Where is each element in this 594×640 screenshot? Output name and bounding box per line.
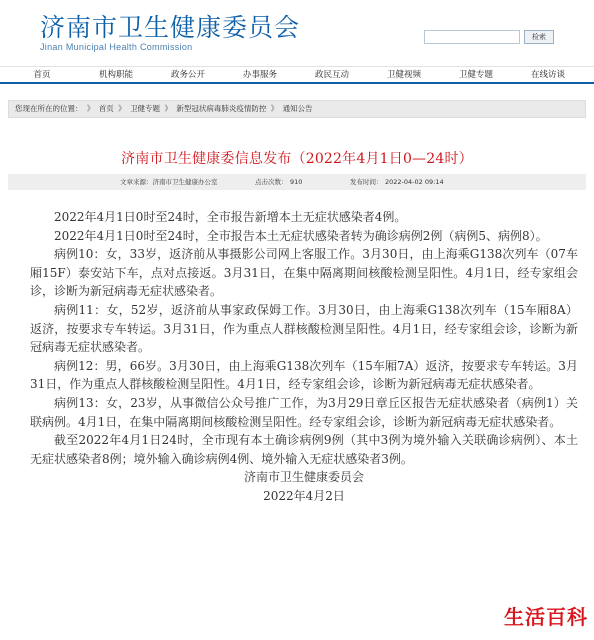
watermark-logo: 生活百科 — [504, 605, 588, 629]
publish-date: 2022-04-02 09:14 — [385, 178, 444, 186]
paragraph: 病例13：女，23岁，从事微信公众号推广工作，为3月29日章丘区报告无症状感染者（病例1）关联病例。4月1日，在集中隔离期间核酸检测呈阳性。经专家组会诊，诊断为新冠病毒无症状感染者。 — [30, 395, 578, 429]
breadcrumb-separator: 》 — [270, 104, 279, 113]
nav-item-topics[interactable]: 卫健专题 — [458, 70, 493, 80]
article-source: 文章来源：济南市卫生健康办公室 — [120, 178, 218, 186]
nav-item-interaction[interactable]: 政民互动 — [314, 70, 349, 80]
breadcrumb-separator: 》 — [118, 104, 126, 113]
breadcrumb-epidemic[interactable]: 新型冠状病毒肺炎疫情防控 — [176, 104, 267, 113]
sign-date: 2022年4月2日 — [263, 488, 345, 503]
nav-item-interview[interactable]: 在线访谈 — [530, 70, 565, 80]
breadcrumb — [8, 100, 586, 118]
nav-item-video[interactable]: 卫健视频 — [386, 70, 421, 80]
clicks-count: 910 — [290, 178, 303, 186]
search-button[interactable]: 检索 — [524, 30, 554, 44]
signature: 济南市卫生健康委员会 — [243, 470, 364, 485]
nav-item-functions[interactable]: 机构职能 — [98, 70, 133, 80]
nav-item-services[interactable]: 办事服务 — [242, 70, 277, 80]
nav-item-home[interactable]: 首页 — [33, 70, 51, 80]
paragraph: 病例12：男，66岁。3月30日，由上海乘G138次列车（15车厢7A）返济，按要求专车转运。3月31日，作为重点人群核酸检测呈阳性。4月1日，经专家组会诊，诊断为新冠病毒无症状感染者。 — [30, 358, 578, 392]
article-title: 济南市卫生健康委信息发布（2022年4月1日0—24时） — [121, 151, 473, 167]
site-subtitle: Jinan Municipal Health Commission — [40, 42, 193, 52]
article-meta — [8, 174, 586, 190]
clicks-label: 点击次数： — [255, 178, 288, 186]
paragraph: 病例11：女，52岁，返济前从事家政保姆工作。3月30日，由上海乘G138次列车（15车厢8A）返济，按要求专车转运。3月31日，作为重点人群核酸检测呈阳性。4月1日，经专家组会诊，诊断为新冠病毒无症状感染者。 — [30, 302, 578, 355]
breadcrumb-separator: 》 — [86, 104, 95, 113]
paragraph: 2022年4月1日0时至24时，全市报告新增本土无症状感染者4例。 — [54, 210, 407, 224]
publish-date-label: 发布时间： — [350, 178, 383, 186]
article-body — [30, 208, 578, 506]
search-input[interactable] — [424, 30, 520, 44]
breadcrumb-separator: 》 — [164, 104, 172, 113]
breadcrumb-home[interactable]: 首页 — [98, 104, 114, 113]
paragraph: 2022年4月1日0时至24时，全市报告本土无症状感染者转为确诊病例2例（病例5、病例8）。 — [54, 228, 548, 243]
breadcrumb-topics[interactable]: 卫健专题 — [130, 104, 161, 113]
site-title[interactable]: 济南市卫生健康委员会 — [40, 13, 301, 42]
main-nav — [0, 66, 594, 84]
site-header — [0, 0, 594, 60]
breadcrumb-prefix: 您现在所在的位置： — [15, 104, 83, 113]
nav-item-gov-affairs[interactable]: 政务公开 — [170, 70, 205, 80]
paragraph: 病例10：女，33岁，返济前从事摄影公司网上客服工作。3月30日，由上海乘G138次列车（07车厢15F）泰安站下车，点对点接返。3月31日，在集中隔离期间核酸检测呈阳性。4月1日，经专家组会诊，诊断为新冠病毒无症状感染者。 — [30, 247, 578, 299]
paragraph: 截至2022年4月1日24时，全市现有本土确诊病例9例（其中3例为境外输入关联确诊病例）、本土无症状感染者8例；境外输入确诊病例4例、境外输入无症状感染者3例。 — [30, 433, 578, 466]
breadcrumb-notices[interactable]: 通知公告 — [282, 104, 313, 113]
